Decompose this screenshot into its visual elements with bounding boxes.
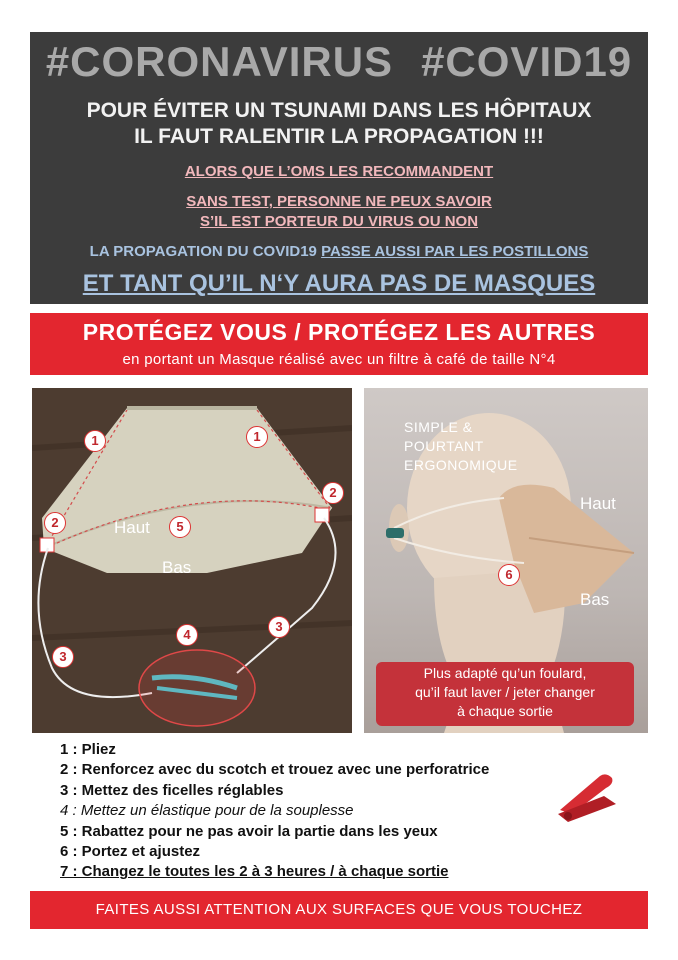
step-1: 1 : Pliez [60, 741, 116, 758]
marker-2a: 2 [44, 512, 66, 534]
marker-4: 4 [176, 624, 198, 646]
test-line2: S’IL EST PORTEUR DU VIRUS OU NON [199, 213, 479, 230]
propagation-line [30, 243, 648, 260]
step-3: 3 : Mettez des ficelles réglables [60, 781, 284, 799]
step-2: 2 : Renforcez avec du scotch et trouez avec une perforatrice [60, 761, 490, 779]
masks-line: ET TANT QU’IL N‘Y AURA PAS DE MASQUES [82, 270, 596, 297]
marker-3a: 3 [52, 646, 74, 668]
banner-subtitle: en portant un Masque réalisé avec un filtre à café de taille N°4 [122, 351, 556, 368]
footer-banner: FAITES AUSSI ATTENTION AUX SURFACES QUE VOUS TOUCHEZ [30, 891, 648, 929]
caption-box [376, 662, 634, 726]
propagation-underlined: PASSE AUSSI PAR LES POSTILLONS [321, 243, 589, 260]
caption-line3: à chaque sortie [457, 703, 553, 719]
marker-2b: 2 [322, 482, 344, 504]
header-panel [30, 32, 648, 304]
marker-6: 6 [498, 564, 520, 586]
caption-line2: qu’il faut laver / jeter changer [415, 684, 595, 700]
marker-3b: 3 [268, 616, 290, 638]
protect-banner [30, 313, 648, 375]
caption-line1: Plus adapté qu’un foulard, [423, 665, 587, 681]
hashtag-coronavirus: #CORONAVIRUS [45, 38, 394, 85]
propagation-text: LA PROPAGATION DU COVID19 [89, 243, 322, 260]
hashtags [30, 38, 648, 86]
mask-flat-photo [32, 388, 352, 733]
step-5: 5 : Rabattez pour ne pas avoir la partie dans les yeux [60, 822, 438, 840]
label-haut: Haut [114, 518, 150, 537]
step-7: 7 : Changez le toutes les 2 à 3 heures / à chaque sortie [60, 863, 449, 881]
simple-line3: ERGONOMIQUE [404, 457, 518, 473]
headline-line1: POUR ÉVITER UN TSUNAMI DANS LES HÔPITAUX [86, 99, 592, 122]
banner-title: PROTÉGEZ VOUS / PROTÉGEZ LES AUTRES [82, 319, 596, 345]
step-4: 4 : Mettez un élastique pour de la souplesse [60, 802, 354, 820]
oms-line: ALORS QUE L’OMS LES RECOMMANDENT [184, 163, 494, 180]
simple-line1: SIMPLE & [404, 419, 473, 435]
simple-ergonomic-text [404, 418, 518, 475]
hashtag-covid19: #COVID19 [421, 38, 633, 85]
marker-1b: 1 [246, 426, 268, 448]
steps-list [60, 740, 600, 883]
test-line1: SANS TEST, PERSONNE NE PEUX SAVOIR [186, 193, 492, 210]
hole-punch-icon [554, 766, 620, 826]
step-6: 6 : Portez et ajustez [60, 843, 201, 861]
label-bas-right: Bas [580, 590, 610, 609]
headline [30, 98, 648, 150]
simple-line2: POURTANT [404, 438, 484, 454]
mask-flat-illustration [32, 388, 352, 733]
headline-line2: IL FAUT RALENTIR LA PROPAGATION !!! [134, 125, 544, 148]
marker-5: 5 [169, 516, 191, 538]
marker-1a: 1 [84, 430, 106, 452]
label-haut-right: Haut [580, 494, 616, 513]
mask-worn-photo [364, 388, 648, 733]
label-bas: Bas [162, 558, 192, 577]
